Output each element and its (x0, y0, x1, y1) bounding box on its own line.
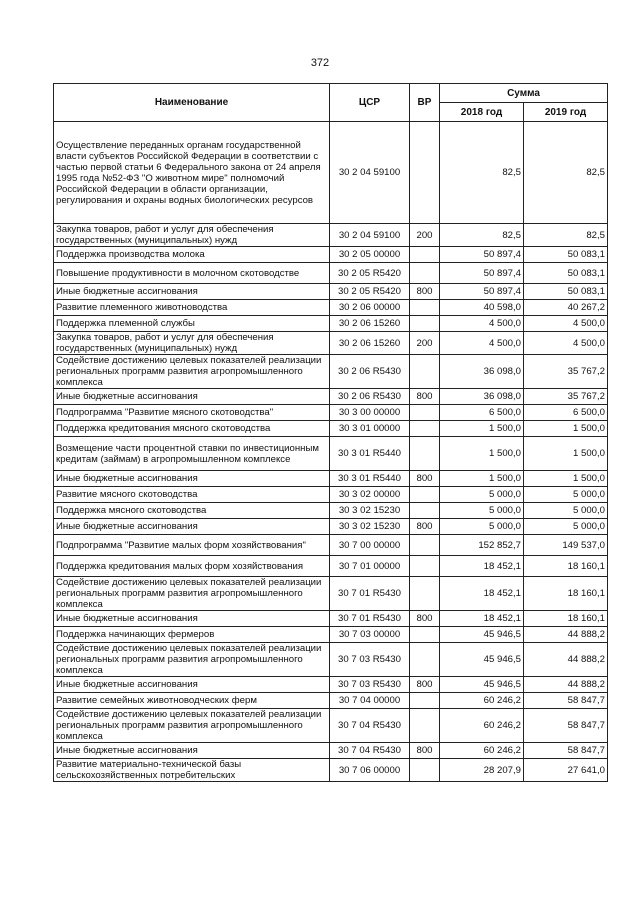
table-row (54, 743, 608, 759)
row-sum-2019: 44 888,2 (524, 643, 608, 677)
table-row (54, 709, 608, 743)
row-name: Поддержка кредитования малых форм хозяйствования (54, 556, 330, 577)
table-row (54, 316, 608, 332)
row-name: Содействие достижению целевых показателей реализации региональных программ развития агропромышленного комплекса (54, 577, 330, 611)
row-csr: 30 7 04 R5430 (330, 743, 410, 759)
row-csr: 30 2 04 59100 (330, 122, 410, 224)
table-row (54, 693, 608, 709)
row-vr (410, 437, 440, 471)
row-csr: 30 2 04 59100 (330, 224, 410, 247)
row-sum-2018: 45 946,5 (440, 627, 524, 643)
row-sum-2018: 6 500,0 (440, 405, 524, 421)
row-name: Содействие достижению целевых показателей реализации региональных программ развития агропромышленного комплекса (54, 709, 330, 743)
row-csr: 30 7 01 00000 (330, 556, 410, 577)
row-vr: 200 (410, 332, 440, 355)
table-row (54, 577, 608, 611)
row-vr: 800 (410, 284, 440, 300)
row-name: Развитие племенного животноводства (54, 300, 330, 316)
row-csr: 30 7 00 00000 (330, 535, 410, 556)
row-sum-2019: 58 847,7 (524, 743, 608, 759)
row-sum-2018: 82,5 (440, 122, 524, 224)
row-name: Закупка товаров, работ и услуг для обеспечения государственных (муниципальных) нужд (54, 224, 330, 247)
row-sum-2019: 5 000,0 (524, 519, 608, 535)
table-row (54, 263, 608, 284)
row-sum-2018: 5 000,0 (440, 503, 524, 519)
row-sum-2019: 40 267,2 (524, 300, 608, 316)
row-name: Иные бюджетные ассигнования (54, 743, 330, 759)
page-number: 372 (310, 57, 330, 69)
row-name: Развитие мясного скотоводства (54, 487, 330, 503)
header-vr: ВР (410, 84, 440, 122)
table-row (54, 300, 608, 316)
row-csr: 30 2 06 00000 (330, 300, 410, 316)
row-name: Закупка товаров, работ и услуг для обеспечения государственных (муниципальных) нужд (54, 332, 330, 355)
row-vr: 800 (410, 519, 440, 535)
row-name: Иные бюджетные ассигнования (54, 471, 330, 487)
table-row (54, 224, 608, 247)
row-csr: 30 2 06 R5430 (330, 355, 410, 389)
row-csr: 30 3 02 15230 (330, 519, 410, 535)
row-csr: 30 2 06 15260 (330, 316, 410, 332)
row-csr: 30 7 04 R5430 (330, 709, 410, 743)
header-csr: ЦСР (330, 84, 410, 122)
row-csr: 30 3 01 R5440 (330, 437, 410, 471)
row-name: Иные бюджетные ассигнования (54, 677, 330, 693)
row-sum-2019: 27 641,0 (524, 759, 608, 782)
row-sum-2019: 44 888,2 (524, 627, 608, 643)
row-sum-2019: 4 500,0 (524, 316, 608, 332)
header-name: Наименование (54, 84, 330, 122)
table-row (54, 332, 608, 355)
row-sum-2019: 5 000,0 (524, 487, 608, 503)
row-vr: 800 (410, 677, 440, 693)
row-vr (410, 263, 440, 284)
table-row (54, 122, 608, 224)
row-sum-2019: 1 500,0 (524, 471, 608, 487)
row-sum-2019: 149 537,0 (524, 535, 608, 556)
row-sum-2018: 1 500,0 (440, 471, 524, 487)
row-sum-2018: 18 452,1 (440, 611, 524, 627)
row-name: Развитие семейных животноводческих ферм (54, 693, 330, 709)
table-row (54, 535, 608, 556)
row-vr: 800 (410, 743, 440, 759)
row-name: Иные бюджетные ассигнования (54, 284, 330, 300)
row-sum-2019: 4 500,0 (524, 332, 608, 355)
table-row (54, 405, 608, 421)
row-sum-2018: 36 098,0 (440, 389, 524, 405)
row-vr (410, 627, 440, 643)
row-vr (410, 300, 440, 316)
row-sum-2019: 35 767,2 (524, 389, 608, 405)
row-vr (410, 355, 440, 389)
row-name: Осуществление переданных органам государственной власти субъектов Российской Федерации в соответствии с частью первой статьи 6 Федерального закона от 24 апреля 1995 года №52-ФЗ "О животном мире" полномочий Российской Федерации в области организации, регулирования и охраны водных биологических ресурсов (54, 122, 330, 224)
row-sum-2018: 50 897,4 (440, 247, 524, 263)
row-csr: 30 7 06 00000 (330, 759, 410, 782)
row-vr (410, 405, 440, 421)
row-sum-2018: 45 946,5 (440, 643, 524, 677)
table-body (54, 122, 608, 782)
row-sum-2019: 82,5 (524, 122, 608, 224)
row-sum-2019: 58 847,7 (524, 693, 608, 709)
row-vr (410, 535, 440, 556)
row-csr: 30 3 02 00000 (330, 487, 410, 503)
row-sum-2018: 40 598,0 (440, 300, 524, 316)
row-vr (410, 122, 440, 224)
row-sum-2018: 4 500,0 (440, 316, 524, 332)
row-sum-2019: 50 083,1 (524, 284, 608, 300)
row-name: Содействие достижению целевых показателей реализации региональных программ развития агропромышленного комплекса (54, 643, 330, 677)
table-row (54, 437, 608, 471)
row-vr (410, 421, 440, 437)
row-name: Поддержка начинающих фермеров (54, 627, 330, 643)
row-sum-2018: 5 000,0 (440, 487, 524, 503)
row-sum-2018: 50 897,4 (440, 263, 524, 284)
row-name: Поддержка производства молока (54, 247, 330, 263)
row-sum-2019: 6 500,0 (524, 405, 608, 421)
row-sum-2019: 82,5 (524, 224, 608, 247)
row-csr: 30 7 03 R5430 (330, 677, 410, 693)
table-row (54, 471, 608, 487)
row-sum-2018: 50 897,4 (440, 284, 524, 300)
header-year-2019: 2019 год (524, 103, 608, 122)
row-csr: 30 2 05 R5420 (330, 263, 410, 284)
budget-table (53, 83, 608, 782)
row-name: Подпрограмма "Развитие мясного скотоводства" (54, 405, 330, 421)
row-csr: 30 3 00 00000 (330, 405, 410, 421)
row-sum-2019: 18 160,1 (524, 611, 608, 627)
row-vr: 200 (410, 224, 440, 247)
row-sum-2019: 58 847,7 (524, 709, 608, 743)
row-sum-2018: 5 000,0 (440, 519, 524, 535)
row-vr (410, 556, 440, 577)
table-row (54, 519, 608, 535)
header-year-2018: 2018 год (440, 103, 524, 122)
row-sum-2019: 5 000,0 (524, 503, 608, 519)
row-sum-2019: 18 160,1 (524, 577, 608, 611)
row-sum-2018: 60 246,2 (440, 709, 524, 743)
row-csr: 30 7 03 R5430 (330, 643, 410, 677)
row-name: Возмещение части процентной ставки по инвестиционным кредитам (займам) в агропромышленном комплексе (54, 437, 330, 471)
row-csr: 30 7 03 00000 (330, 627, 410, 643)
row-sum-2018: 18 452,1 (440, 577, 524, 611)
row-sum-2019: 18 160,1 (524, 556, 608, 577)
table-row (54, 759, 608, 782)
row-csr: 30 7 01 R5430 (330, 577, 410, 611)
row-csr: 30 2 06 15260 (330, 332, 410, 355)
row-sum-2018: 152 852,7 (440, 535, 524, 556)
row-name: Иные бюджетные ассигнования (54, 389, 330, 405)
row-sum-2018: 36 098,0 (440, 355, 524, 389)
row-vr (410, 759, 440, 782)
row-vr: 800 (410, 389, 440, 405)
row-csr: 30 3 01 R5440 (330, 471, 410, 487)
table-row (54, 677, 608, 693)
row-csr: 30 3 01 00000 (330, 421, 410, 437)
row-csr: 30 2 05 00000 (330, 247, 410, 263)
row-vr (410, 487, 440, 503)
row-vr (410, 643, 440, 677)
row-vr: 800 (410, 471, 440, 487)
table-row (54, 643, 608, 677)
row-name: Поддержка кредитования мясного скотоводства (54, 421, 330, 437)
row-sum-2018: 1 500,0 (440, 437, 524, 471)
row-name: Развитие материально-технической базы сельскохозяйственных потребительских (54, 759, 330, 782)
row-name: Поддержка племенной службы (54, 316, 330, 332)
table-row (54, 503, 608, 519)
row-name: Поддержка мясного скотоводства (54, 503, 330, 519)
row-name: Иные бюджетные ассигнования (54, 611, 330, 627)
row-vr (410, 577, 440, 611)
table-row (54, 389, 608, 405)
row-csr: 30 7 01 R5430 (330, 611, 410, 627)
row-sum-2018: 28 207,9 (440, 759, 524, 782)
row-name: Подпрограмма "Развитие малых форм хозяйствования" (54, 535, 330, 556)
row-sum-2019: 35 767,2 (524, 355, 608, 389)
row-sum-2018: 18 452,1 (440, 556, 524, 577)
table-row (54, 611, 608, 627)
row-vr (410, 503, 440, 519)
header-sum: Сумма (440, 84, 608, 103)
table-row (54, 247, 608, 263)
row-name: Иные бюджетные ассигнования (54, 519, 330, 535)
row-sum-2018: 1 500,0 (440, 421, 524, 437)
row-sum-2018: 82,5 (440, 224, 524, 247)
row-csr: 30 7 04 00000 (330, 693, 410, 709)
row-csr: 30 2 05 R5420 (330, 284, 410, 300)
table-row (54, 487, 608, 503)
row-vr (410, 316, 440, 332)
row-name: Повышение продуктивности в молочном скотоводстве (54, 263, 330, 284)
row-sum-2018: 60 246,2 (440, 693, 524, 709)
row-name: Содействие достижению целевых показателей реализации региональных программ развития агропромышленного комплекса (54, 355, 330, 389)
table-row (54, 284, 608, 300)
row-vr (410, 247, 440, 263)
row-vr: 800 (410, 611, 440, 627)
table-row (54, 627, 608, 643)
row-sum-2019: 50 083,1 (524, 247, 608, 263)
row-sum-2019: 44 888,2 (524, 677, 608, 693)
row-sum-2019: 50 083,1 (524, 263, 608, 284)
row-sum-2018: 60 246,2 (440, 743, 524, 759)
table-row (54, 421, 608, 437)
row-vr (410, 709, 440, 743)
row-csr: 30 3 02 15230 (330, 503, 410, 519)
row-sum-2019: 1 500,0 (524, 437, 608, 471)
row-sum-2018: 45 946,5 (440, 677, 524, 693)
row-csr: 30 2 06 R5430 (330, 389, 410, 405)
table-row (54, 556, 608, 577)
table-row (54, 355, 608, 389)
row-sum-2019: 1 500,0 (524, 421, 608, 437)
row-sum-2018: 4 500,0 (440, 332, 524, 355)
row-vr (410, 693, 440, 709)
